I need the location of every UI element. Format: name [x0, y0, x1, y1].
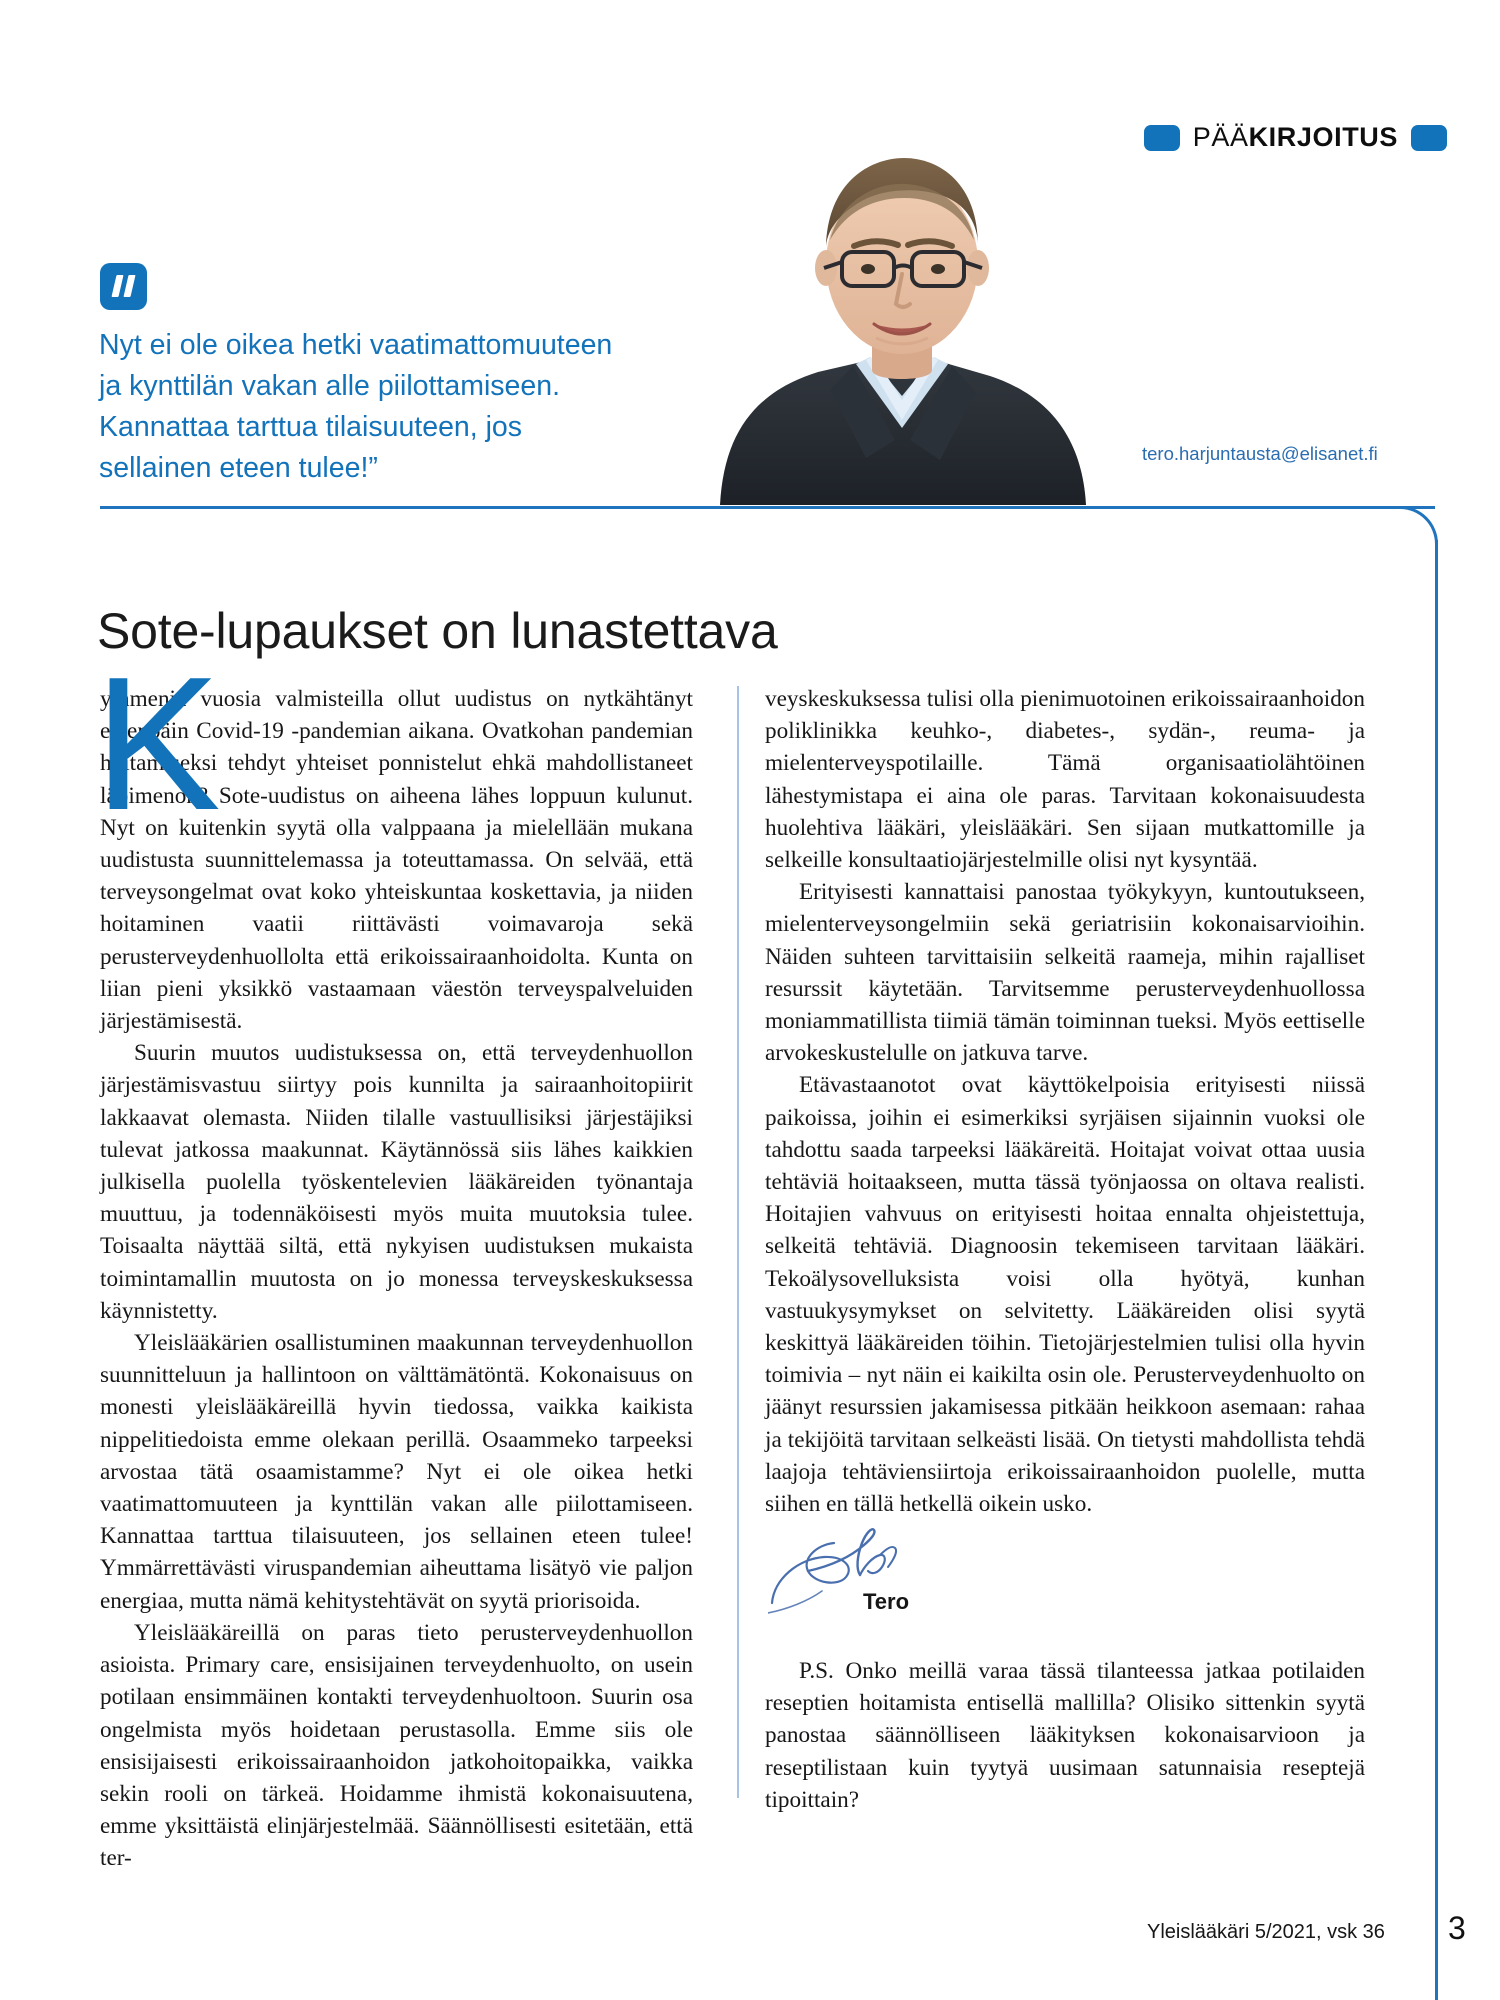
header-chip-right-icon — [1411, 125, 1447, 151]
paragraph: veyskeskuksessa tulisi olla pienimuotoinen erikoissairaanhoidon poliklinikka keuhko-, diabetes-, sydän-, reuma- ja mielenterveyspotilaille. Tämä organisaatiolähtöinen lähestymistapa ei aina ole paras. Tarvitaan kokonaisuudesta huolehtiva lääkäri, yleislääkäri. Sen sijaan mutkattomille ja selkeille konsultaatiojärjestelmille olisi nyt kysyntää. — [765, 686, 1365, 874]
author-email[interactable]: tero.harjuntausta@elisanet.fi — [1142, 443, 1378, 464]
article-title: Sote-lupaukset on lunastettava — [97, 602, 778, 659]
author-portrait-photo — [690, 128, 1115, 505]
quotation-mark-icon — [100, 263, 147, 310]
article-column-right — [765, 683, 1365, 1520]
paragraph: Etävastaanotot ovat käyttökelpoisia erityisesti niissä paikoissa, joihin ei esimerkiksi syrjäisen sijainnin vuoksi ole tahdottu saada tarpeeksi lääkäreitä. Hoitajat voivat ottaa uusia tehtäviä hoitaakseen, mutta tässä työnjaossa on oltava realisti. Hoitajien vahvuus on erityisesti hoitaa ennalta ohjeistettuja, selkeitä tehtäviä. Diagnoosin tekemiseen tarvitaan lääkäri. Tekoälysovelluksista voisi olla hyötyä, kunhan vastuukysymykset on selvitetty. Lääkäreiden olisi syytä keskittyä lääkäreiden töihin. Tietojärjestelmien tulisi olla hyvin toimivia – nyt näin ei kaikilta osin ole. Perusterveydenhuolto on jäänyt resurssien jakamisessa pitkään heikkoon asemaan: rahaa ja tekijöitä tarvitaan selkeästi lisää. On tietysti mahdollista tehdä laajoja tehtäviensiirtoja erikoissairaanhoidon puolelle, mutta siihen en tällä hetkellä oikein usko. — [765, 1072, 1365, 1518]
frame-top-rule — [100, 506, 1435, 509]
dropcap-wrapper — [94, 638, 693, 1037]
pull-quote — [99, 325, 679, 489]
section-header-label — [1193, 122, 1398, 153]
quote-stroke-2 — [123, 275, 135, 297]
postscript-block — [765, 1655, 1365, 1816]
page-number: 3 — [1448, 1910, 1466, 1946]
author-signature — [768, 1525, 998, 1635]
paragraph: Yleislääkärien osallistuminen maakunnan terveydenhuollon suunnitteluun ja hallintoon on välttämätöntä. Kokonaisuus on monesti yleislääkäreillä hyvin tiedossa, vaikka kaikista nippelitiedoista emme olekaan perillä. Osaammeko tarpeeksi arvostaa tätä osaamistamme? Nyt ei ole oikea hetki vaatimattomuuteen ja kynttilän vakan alle piilottamiseen. Kannattaa tarttua tilaisuuteen, jos sellainen eteen tulee! Ymmärrettävästi viruspandemian aiheuttama lisätyö vie paljon energiaa, mutta nämä kehitystehtävät on syytä priorisoida. — [100, 1330, 693, 1614]
signature-name: Tero — [863, 1589, 910, 1614]
frame-right-rule — [1435, 540, 1438, 2000]
pull-quote-line: ja kynttilän vakan alle piilottamiseen. — [99, 370, 560, 402]
pull-quote-line: sellainen eteen tulee!” — [99, 452, 378, 484]
section-header-label-bold: KIRJOITUS — [1248, 122, 1398, 152]
pull-quote-line: Kannattaa tarttua tilaisuuteen, jos — [99, 411, 523, 443]
paragraph: ymmeniä vuosia valmisteilla ollut uudistus on nytkähtänyt eteenpäin Covid-19 -pandemian aikana. Ovatkohan pandemian hoitamiseksi tehdyt yhteiset ponnistelut ehkä mahdollistaneet läpimenon? Sote-uudistus on aiheena lähes loppuun kulunut. Nyt on kuitenkin syytä olla valppaana ja mielellään mukana uudistusta suunnittelemassa ja toteuttamassa. On selvää, että terveysongelmat ovat koko yhteiskuntaa koskettavia, ja niiden hoitaminen vaatii riittävästi voimavaroja sekä perusterveydenhuollolta että erikoissairaanhoidolta. Kunta on liian pieni yksikkö vastaamaan väestön terveyspalveluiden järjestämisestä. — [100, 686, 693, 1035]
quote-stroke-1 — [111, 275, 123, 297]
footer-publication: Yleislääkäri 5/2021, vsk 36 — [1147, 1921, 1385, 1943]
column-divider — [737, 686, 739, 1798]
paragraph: Erityisesti kannattaisi panostaa työkykyyn, kuntoutukseen, mielenterveysongelmiin sekä geriatrisiin kokonaisarvioihin. Näiden suhteen tarvittaisiin selkeitä raameja, mihin rajalliset resurssit käytetään. Tarvitsemme perusterveydenhuollossa moniammatillista tiimiä tämän toiminnan tueksi. Myös eettiselle arvokeskustelulle on jatkuva tarve. — [765, 879, 1365, 1067]
article-column-left — [94, 638, 693, 1875]
section-header-label-light: PÄÄ — [1192, 122, 1249, 152]
paragraph: P.S. Onko meillä varaa tässä tilanteessa jatkaa potilaiden reseptien hoitamista entisellä mallilla? Olisiko sittenkin syytä panostaa säännölliseen lääkityksen kokonaisarvioon ja reseptilistaan kuin tyytyä uusimaan satunnaisia reseptejä tipoittain? — [765, 1658, 1365, 1813]
paragraph: Yleislääkäreillä on paras tieto perusterveydenhuollon asioista. Primary care, ensisijainen terveydenhuolto, on usein potilaan ensimmäinen kontakti terveydenhuoltoon. Suurin osa ongelmista myös hoidetaan perustasolla. Emme siis ole ensisijaisesti erikoissairaanhoidon jatkohoitopaikka, vaikka sekin rooli on tärkeä. Hoidamme ihmistä kokonaisuutena, emme yksittäistä elinjärjestelmää. Säännöllisesti esitetään, että ter- — [100, 1619, 693, 1872]
header-chip-left-icon — [1144, 125, 1180, 151]
pull-quote-line: Nyt ei ole oikea hetki vaatimattomuuteen — [99, 329, 613, 361]
section-header — [1144, 122, 1447, 153]
dropcap-letter: K — [94, 638, 217, 850]
frame-corner-rule — [1400, 506, 1438, 544]
paragraph: Suurin muutos uudistuksessa on, että terveydenhuollon järjestämisvastuu siirtyy pois kunnilta ja sairaanhoitopiirit lakkaavat olemasta. Niiden tilalle vastuullisiksi järjestäjiksi tulevat jatkossa maakunnat. Käytännössä siis lähes kaikkien julkisella puolella työskentelevien lääkäreiden työnantaja muuttuu, ja todennäköisesti myös muita muutoksia tulee. Toisaalta näyttää siltä, että nykyisen uudistuksen mukaista toimintamallin muutosta on jo monessa terveyskeskuksessa käynnistetty. — [100, 1040, 693, 1324]
